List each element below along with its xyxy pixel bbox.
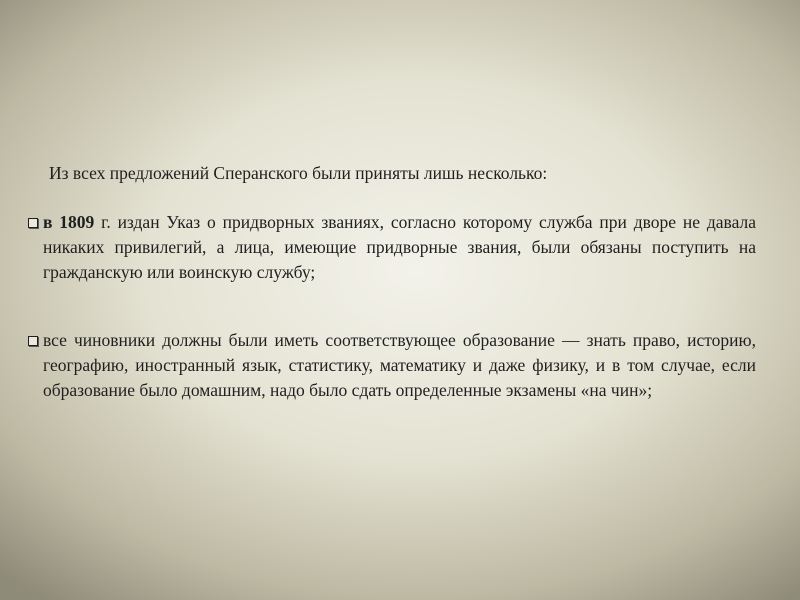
hollow-square-bullet-icon	[28, 336, 38, 346]
bullet-item-court-ranks	[28, 210, 756, 285]
intro-text: Из всех предложений Сперанского были приняты лишь несколько:	[49, 163, 548, 183]
year-prefix: в 1809	[43, 212, 95, 232]
bullet-item-text	[43, 210, 756, 285]
hollow-square-bullet-icon	[28, 218, 38, 228]
bullet-item-body: все чиновники должны были иметь соответствующее образование — знать право, историю, географию, иностранный язык, статистику, математику и даже физику, и в том случае, если образование было домашним, надо было сдать определенные экзамены «на чин»;	[43, 330, 756, 400]
bullet-item-body: г. издан Указ о придворных званиях, согласно которому служба при дворе не давала никаких привилегий, а лица, имеющие придворные звания, были обязаны поступить на гражданскую или воинскую службу;	[43, 212, 756, 282]
bullet-item-education	[28, 328, 756, 403]
